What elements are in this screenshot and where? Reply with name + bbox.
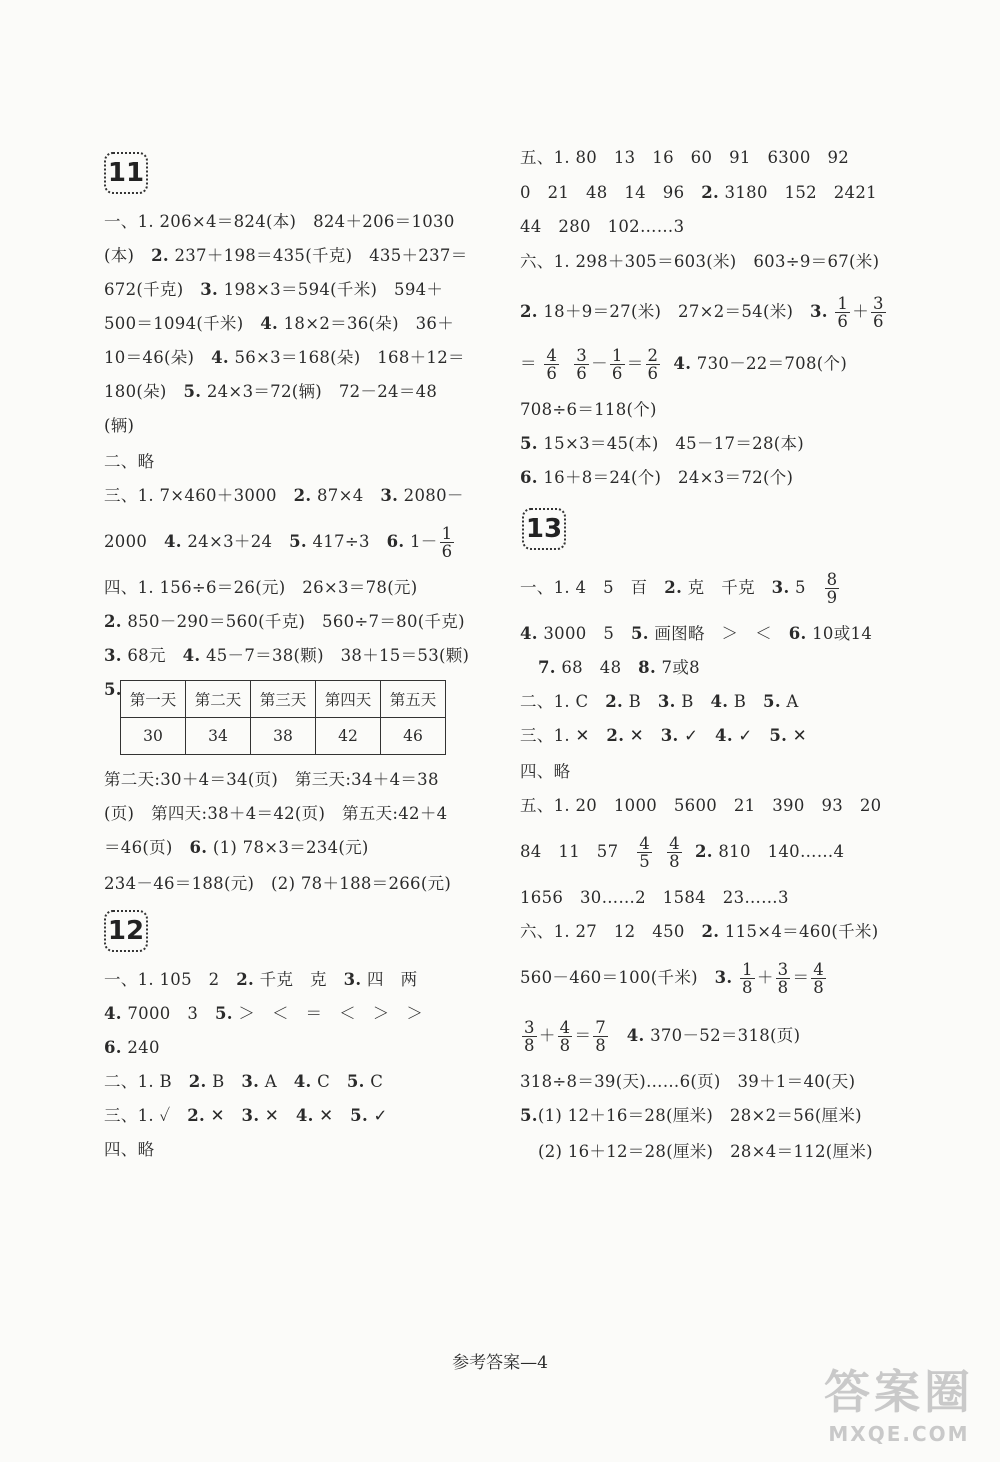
fraction: $\frac{1}{6}$ [837, 294, 849, 331]
table-cell: 34 [186, 718, 251, 755]
table-cell: 46 [381, 718, 446, 755]
answer-line: 0 21 48 14 96 2. 3180 152 2421 [520, 183, 877, 202]
answer-line: $\frac{3}{8}$ ＋ $\frac{4}{8}$ ＝ $\frac{7}{8}$ 4. 370－52＝318(页) [524, 1018, 801, 1055]
fraction: $\frac{4}{6}$ [546, 346, 558, 383]
answer-line: 第二天:30＋4＝34(页) 第三天:34＋4＝38 [104, 770, 439, 789]
watermark-logo [824, 1356, 974, 1446]
answer-line: 234－46＝188(元) (2) 78＋188＝266(元) [104, 874, 452, 893]
answer-line: 318÷8＝39(天)……6(页) 39＋1＝40(天) [520, 1072, 856, 1091]
answer-line: 五、1. 80 13 16 60 91 6300 92 [520, 148, 850, 167]
answer-line: 4. 3000 5 5. 画图略 ＞ ＜ 6. 10或14 [520, 624, 873, 643]
answer-line: 三、1. ✕ 2. ✕ 3. ✓ 4. ✓ 5. ✕ [520, 726, 807, 745]
answer-line: 2. 850－290＝560(千克) 560÷7＝80(千克) [104, 612, 465, 631]
answer-line: (本) 2. 237＋198＝435(千克) 435＋237＝ [104, 246, 468, 265]
answer-line: 五、1. 20 1000 5600 21 390 93 20 [520, 796, 882, 815]
answer-line: 六、1. 27 12 450 2. 115×4＝460(千米) [520, 922, 879, 941]
answer-line: 672(千克) 3. 198×3＝594(千米) 594＋ [104, 280, 444, 299]
fraction: $\frac{1}{6}$ [611, 346, 623, 383]
answer-line: 三、1. ✓ 2. ✕ 3. ✕ 4. ✕ 5. ✓ [104, 1106, 388, 1125]
answer-line: 2000 4. 24×3＋24 5. 417÷3 6. 1－ $\frac{1}{6}$ [104, 524, 453, 561]
fraction: $\frac{3}{6}$ [873, 294, 884, 331]
fraction: $\frac{8}{9}$ [826, 570, 838, 607]
answer-line: 500＝1094(千米) 4. 18×2＝36(朵) 36＋ [104, 314, 455, 333]
answer-line: 3. 68元 4. 45－7＝38(颗) 38＋15＝53(颗) [104, 646, 470, 665]
page-footer: 参考答案—4 [452, 1353, 548, 1373]
answer-line: ＝ $\frac{4}{6}$ $\frac{3}{6}$ － $\frac{1}{6}$ ＝ $\frac{2}{6}$ 4. 730－22＝708(个) [520, 346, 848, 383]
answer-line: 1656 30……2 1584 23……3 [520, 888, 789, 907]
answer-line: 三、1. 7×460＋3000 2. 87×4 3. 2080－ [104, 486, 464, 505]
answer-line: 二、略 [104, 452, 155, 471]
fraction: $\frac{4}{5}$ [639, 834, 650, 871]
answer-line: 4. 7000 3 5. ＞ ＜ ＝ ＜ ＞ ＞ [104, 1004, 424, 1023]
answer-line: ＝46(页) 6. (1) 78×3＝234(元) [104, 838, 369, 857]
section-badge-12: 12 [104, 910, 148, 952]
answer-line: 5.(1) 12＋16＝28(厘米) 28×2＝56(厘米) [520, 1106, 862, 1125]
fraction: $\frac{3}{6}$ [576, 346, 588, 383]
answer-line: 2. 18＋9＝27(米) 27×2＝54(米) 3. $\frac{1}{6}$ ＋ $\frac{3}{6}$ [520, 294, 884, 331]
table-header-cell: 第三天 [251, 681, 316, 718]
answer-line: 5. 15×3＝45(本) 45－17＝28(本) [520, 434, 805, 453]
answer-line: 7. 68 48 8. 7或8 [538, 658, 700, 677]
table-cell: 38 [251, 718, 316, 755]
answer-line: 560－460＝100(千米) 3. $\frac{1}{8}$ ＋ $\frac{3}{8}$ ＝ $\frac{4}{8}$ [520, 960, 825, 997]
table-cell: 30 [121, 718, 186, 755]
fraction: $\frac{3}{8}$ [777, 960, 789, 997]
table-cell: 42 [316, 718, 381, 755]
section-badge-13: 13 [522, 508, 566, 550]
fraction: $\frac{4}{8}$ [813, 960, 825, 997]
answer-line: 5. [104, 680, 122, 699]
fraction: $\frac{1}{8}$ [742, 960, 753, 997]
fraction: $\frac{3}{8}$ [524, 1018, 535, 1055]
answer-line: 二、1. C 2. B 3. B 4. B 5. A [520, 692, 799, 711]
fraction: $\frac{2}{6}$ [647, 346, 659, 383]
answer-line: (页) 第四天:38＋4＝42(页) 第五天:42＋4 [104, 804, 448, 823]
table-header-row [121, 681, 446, 718]
answer-line: 6. 240 [104, 1038, 160, 1057]
pages-per-day-table [120, 680, 446, 755]
answer-line: 6. 16＋8＝24(个) 24×3＝72(个) [520, 468, 794, 487]
answer-line: 一、1. 105 2 2. 千克 克 3. 四 两 [104, 970, 418, 989]
answer-line: 二、1. B 2. B 3. A 4. C 5. C [104, 1072, 384, 1091]
answer-line: (辆) [104, 416, 135, 435]
answer-line: (2) 16＋12＝28(厘米) 28×4＝112(厘米) [538, 1142, 873, 1161]
table-header-cell: 第二天 [186, 681, 251, 718]
answer-line: 44 280 102……3 [520, 217, 685, 236]
table-row [121, 718, 446, 755]
watermark-url: MXQE.COM [828, 1422, 970, 1446]
answer-line: 六、1. 298＋305＝603(米) 603÷9＝67(米) [520, 252, 880, 271]
answer-line: 10＝46(朵) 4. 56×3＝168(朵) 168＋12＝ [104, 348, 465, 367]
watermark-title: 答案圈 [824, 1365, 974, 1419]
answer-line: 一、1. 4 5 百 2. 克 千克 3. 5 $\frac{8}{9}$ [520, 570, 838, 607]
answer-line: 180(朵) 5. 24×3＝72(辆) 72－24＝48 [104, 382, 438, 401]
answer-line: 四、略 [520, 762, 571, 781]
fraction: $\frac{7}{8}$ [595, 1018, 607, 1055]
answer-line: 四、1. 156÷6＝26(元) 26×3＝78(元) [104, 578, 418, 597]
fraction: $\frac{4}{8}$ [559, 1018, 571, 1055]
table-header-cell: 第五天 [381, 681, 446, 718]
answer-line: 一、1. 206×4＝824(本) 824＋206＝1030 [104, 212, 455, 231]
answer-line: 四、略 [104, 1140, 155, 1159]
fraction: $\frac{4}{8}$ [669, 834, 680, 871]
answer-line: 708÷6＝118(个) [520, 400, 657, 419]
answer-line: 84 11 57 $\frac{4}{5}$ $\frac{4}{8}$ 2. 810 140……4 [520, 834, 845, 871]
table-header-cell: 第一天 [121, 681, 186, 718]
section-badge-11: 11 [104, 152, 148, 194]
table-header-cell: 第四天 [316, 681, 381, 718]
fraction: $\frac{1}{6}$ [441, 524, 453, 561]
